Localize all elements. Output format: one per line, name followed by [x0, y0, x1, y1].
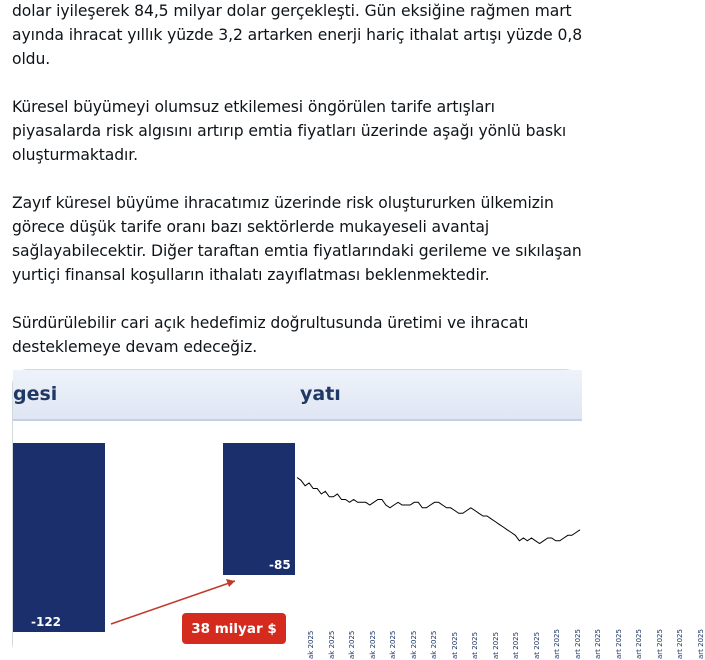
- x-tick-label: art 2025: [553, 629, 561, 659]
- x-tick-label: at 2025: [512, 631, 520, 659]
- bar-value-label: -122: [31, 615, 62, 630]
- x-tick-label: ak 2025: [327, 630, 336, 659]
- x-tick-label: at 2025: [450, 631, 459, 659]
- price-series-line: [297, 478, 580, 544]
- x-tick-label: ak 2025: [307, 630, 315, 659]
- line-chart-panel: [297, 370, 705, 660]
- x-tick-label: art 2025: [594, 629, 602, 659]
- bar-chart-title: gesi: [13, 383, 58, 405]
- post-paragraph: Sürdürülebilir cari açık hedefimiz doğrultusunda üretimi ve ihracatı desteklemeye devam edeceğiz.: [12, 314, 529, 356]
- x-tick-label: ak 2025: [430, 630, 438, 659]
- price-line-chart: [297, 421, 582, 660]
- x-tick-label: at 2025: [532, 631, 541, 659]
- x-tick-label: art 2025: [655, 629, 664, 659]
- difference-badge: 38 milyar $: [182, 613, 286, 644]
- x-tick-label: ak 2025: [368, 630, 377, 659]
- x-tick-label: ak 2025: [348, 630, 356, 659]
- x-tick-label: at 2025: [471, 631, 479, 659]
- line-chart-title: yatı: [300, 383, 341, 405]
- x-tick-label: at 2025: [491, 631, 500, 659]
- post-media-image[interactable]: [12, 369, 705, 659]
- x-tick-label: ak 2025: [409, 630, 418, 659]
- line-chart-header: [297, 370, 582, 421]
- bar-chart-panel: [13, 370, 297, 660]
- post-paragraph: Küresel büyümeyi olumsuz etkilemesi öngörülen tarife artışları piyasalarda risk algısını artırıp emtia fiyatları üzerinde aşağı yönlü baskı oluşturmaktadır.: [12, 98, 567, 164]
- x-tick-label: art 2025: [614, 629, 623, 659]
- x-tick-label: art 2025: [573, 629, 582, 659]
- post-paragraph: dolar iyileşerek 84,5 milyar dolar gerçekleşti. Gün eksiğine rağmen mart ayında ihracat yıllık yüzde 3,2 artarken enerji hariç ithalat artışı yüzde 0,8 oldu.: [12, 2, 583, 68]
- x-tick-label: art 2025: [635, 629, 643, 659]
- bar-value-label: -85: [269, 557, 291, 572]
- x-tick-label: ak 2025: [389, 630, 397, 659]
- x-tick-label: art 2025: [676, 629, 684, 659]
- post-paragraph: Zayıf küresel büyüme ihracatımız üzerinde risk oluştururken ülkemizin görece düşük tarife oranı bazı sektörlerde mukayeseli avantaj sağlayabilecektir. Diğer taraftan emtia fiyatlarındaki gerileme ve sıkılaşan yurtiçi finansal koşulların ithalatı zayıflatması beklenmektedir.: [12, 194, 582, 284]
- x-tick-label: art 2025: [696, 629, 705, 659]
